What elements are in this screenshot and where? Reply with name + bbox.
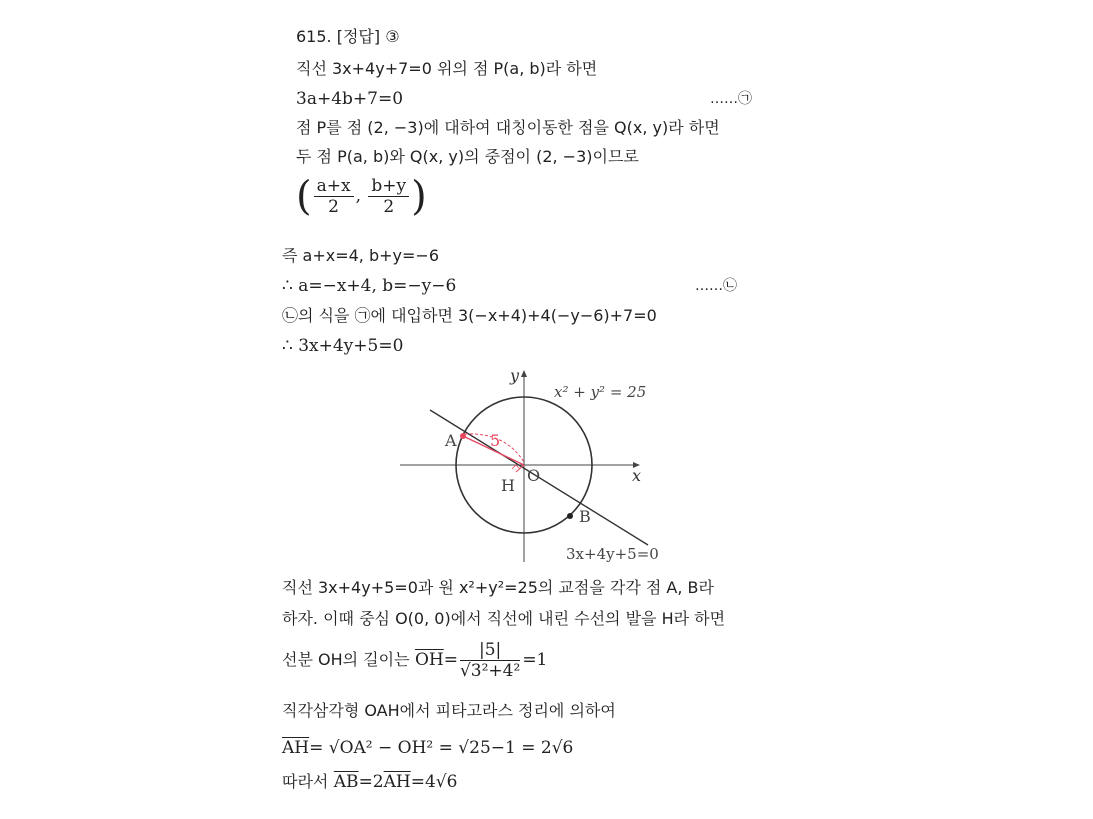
line-10: 하자. 이때 중심 O(0, 0)에서 직선에 내린 수선의 발을 H라 하면 (282, 609, 726, 628)
line-4: 두 점 P(a, b)와 Q(x, y)의 중점이 (2, −3)이므로 (296, 147, 639, 166)
midpoint-den-2: 2 (383, 197, 395, 217)
ab-result: =4√6 (410, 772, 458, 792)
circle-equation-label: x² + y² = 25 (554, 383, 647, 401)
ah-segment: $\overline{AH}$ (282, 738, 310, 758)
midpoint-num-1: a+x (314, 176, 354, 197)
point-a-label: A (445, 431, 457, 450)
marker-1: ……㉠ (710, 91, 752, 107)
midpoint-den-1: 2 (328, 197, 339, 217)
point-h-label: H (501, 476, 515, 495)
ab-segment: $\overline{AB}$ (333, 772, 359, 792)
line-7: ㉡의 식을 ㉠에 대입하면 3(−x+4)+4(−y−6)+7=0 (282, 306, 657, 325)
ab-length-line (282, 771, 457, 793)
problem-header: 615. [정답] ③ (296, 27, 400, 46)
oh-denominator: √3²+4² (459, 661, 521, 681)
marker-2: ……㉡ (695, 278, 737, 294)
oh-result: =1 (522, 650, 548, 670)
ah-length-line (282, 737, 573, 759)
ah-expression: = √OA² − OH² = √25−1 = 2√6 (309, 738, 574, 758)
line-12: 직각삼각형 OAH에서 피타고라스 정리에 의하여 (282, 701, 616, 720)
ab-prefix: 따라서 (282, 772, 329, 791)
oh-length-line (282, 640, 547, 681)
origin-label: O (527, 466, 541, 485)
point-b-dot (567, 513, 573, 519)
line-9: 직선 3x+4y+5=0과 원 x²+y²=25의 교점을 각각 점 A, B라 (282, 578, 714, 597)
equation-1: 3a+4b+7=0 (296, 89, 404, 109)
ab-mid: =2 (358, 772, 384, 792)
line-1: 직선 3x+4y+7=0 위의 점 P(a, b)라 하면 (296, 59, 598, 78)
circle-line-figure (390, 362, 690, 572)
line-6: ∴ a=−x+4, b=−y−6 (282, 276, 457, 296)
radius-label: 5 (490, 431, 501, 450)
midpoint-sep: , (355, 186, 361, 206)
midpoint-expression: ( $\frac{a+x}{2}$ , $\frac{b+y}{2}$ ) (296, 173, 427, 220)
point-a-dot (460, 433, 466, 439)
y-axis-label: y (510, 366, 520, 385)
line-equation-label: 3x+4y+5=0 (566, 545, 659, 563)
line-8: ∴ 3x+4y+5=0 (282, 336, 404, 356)
oh-segment: $\overline{OH}$ (414, 650, 444, 670)
line-5: 즉 a+x=4, b+y=−6 (282, 246, 440, 265)
ab-ah-segment: $\overline{AH}$ (383, 772, 411, 792)
oh-length-prefix: 선분 OH의 길이는 (282, 650, 410, 669)
midpoint-num-2: b+y (368, 176, 409, 197)
point-b-label: B (579, 507, 591, 526)
oh-equals: = (443, 650, 458, 670)
y-axis-arrow (521, 370, 527, 377)
line-3: 점 P를 점 (2, −3)에 대하여 대칭이동한 점을 Q(x, y)라 하면 (296, 118, 720, 137)
oh-numerator: |5| (460, 640, 520, 661)
x-axis-label: x (632, 466, 642, 485)
